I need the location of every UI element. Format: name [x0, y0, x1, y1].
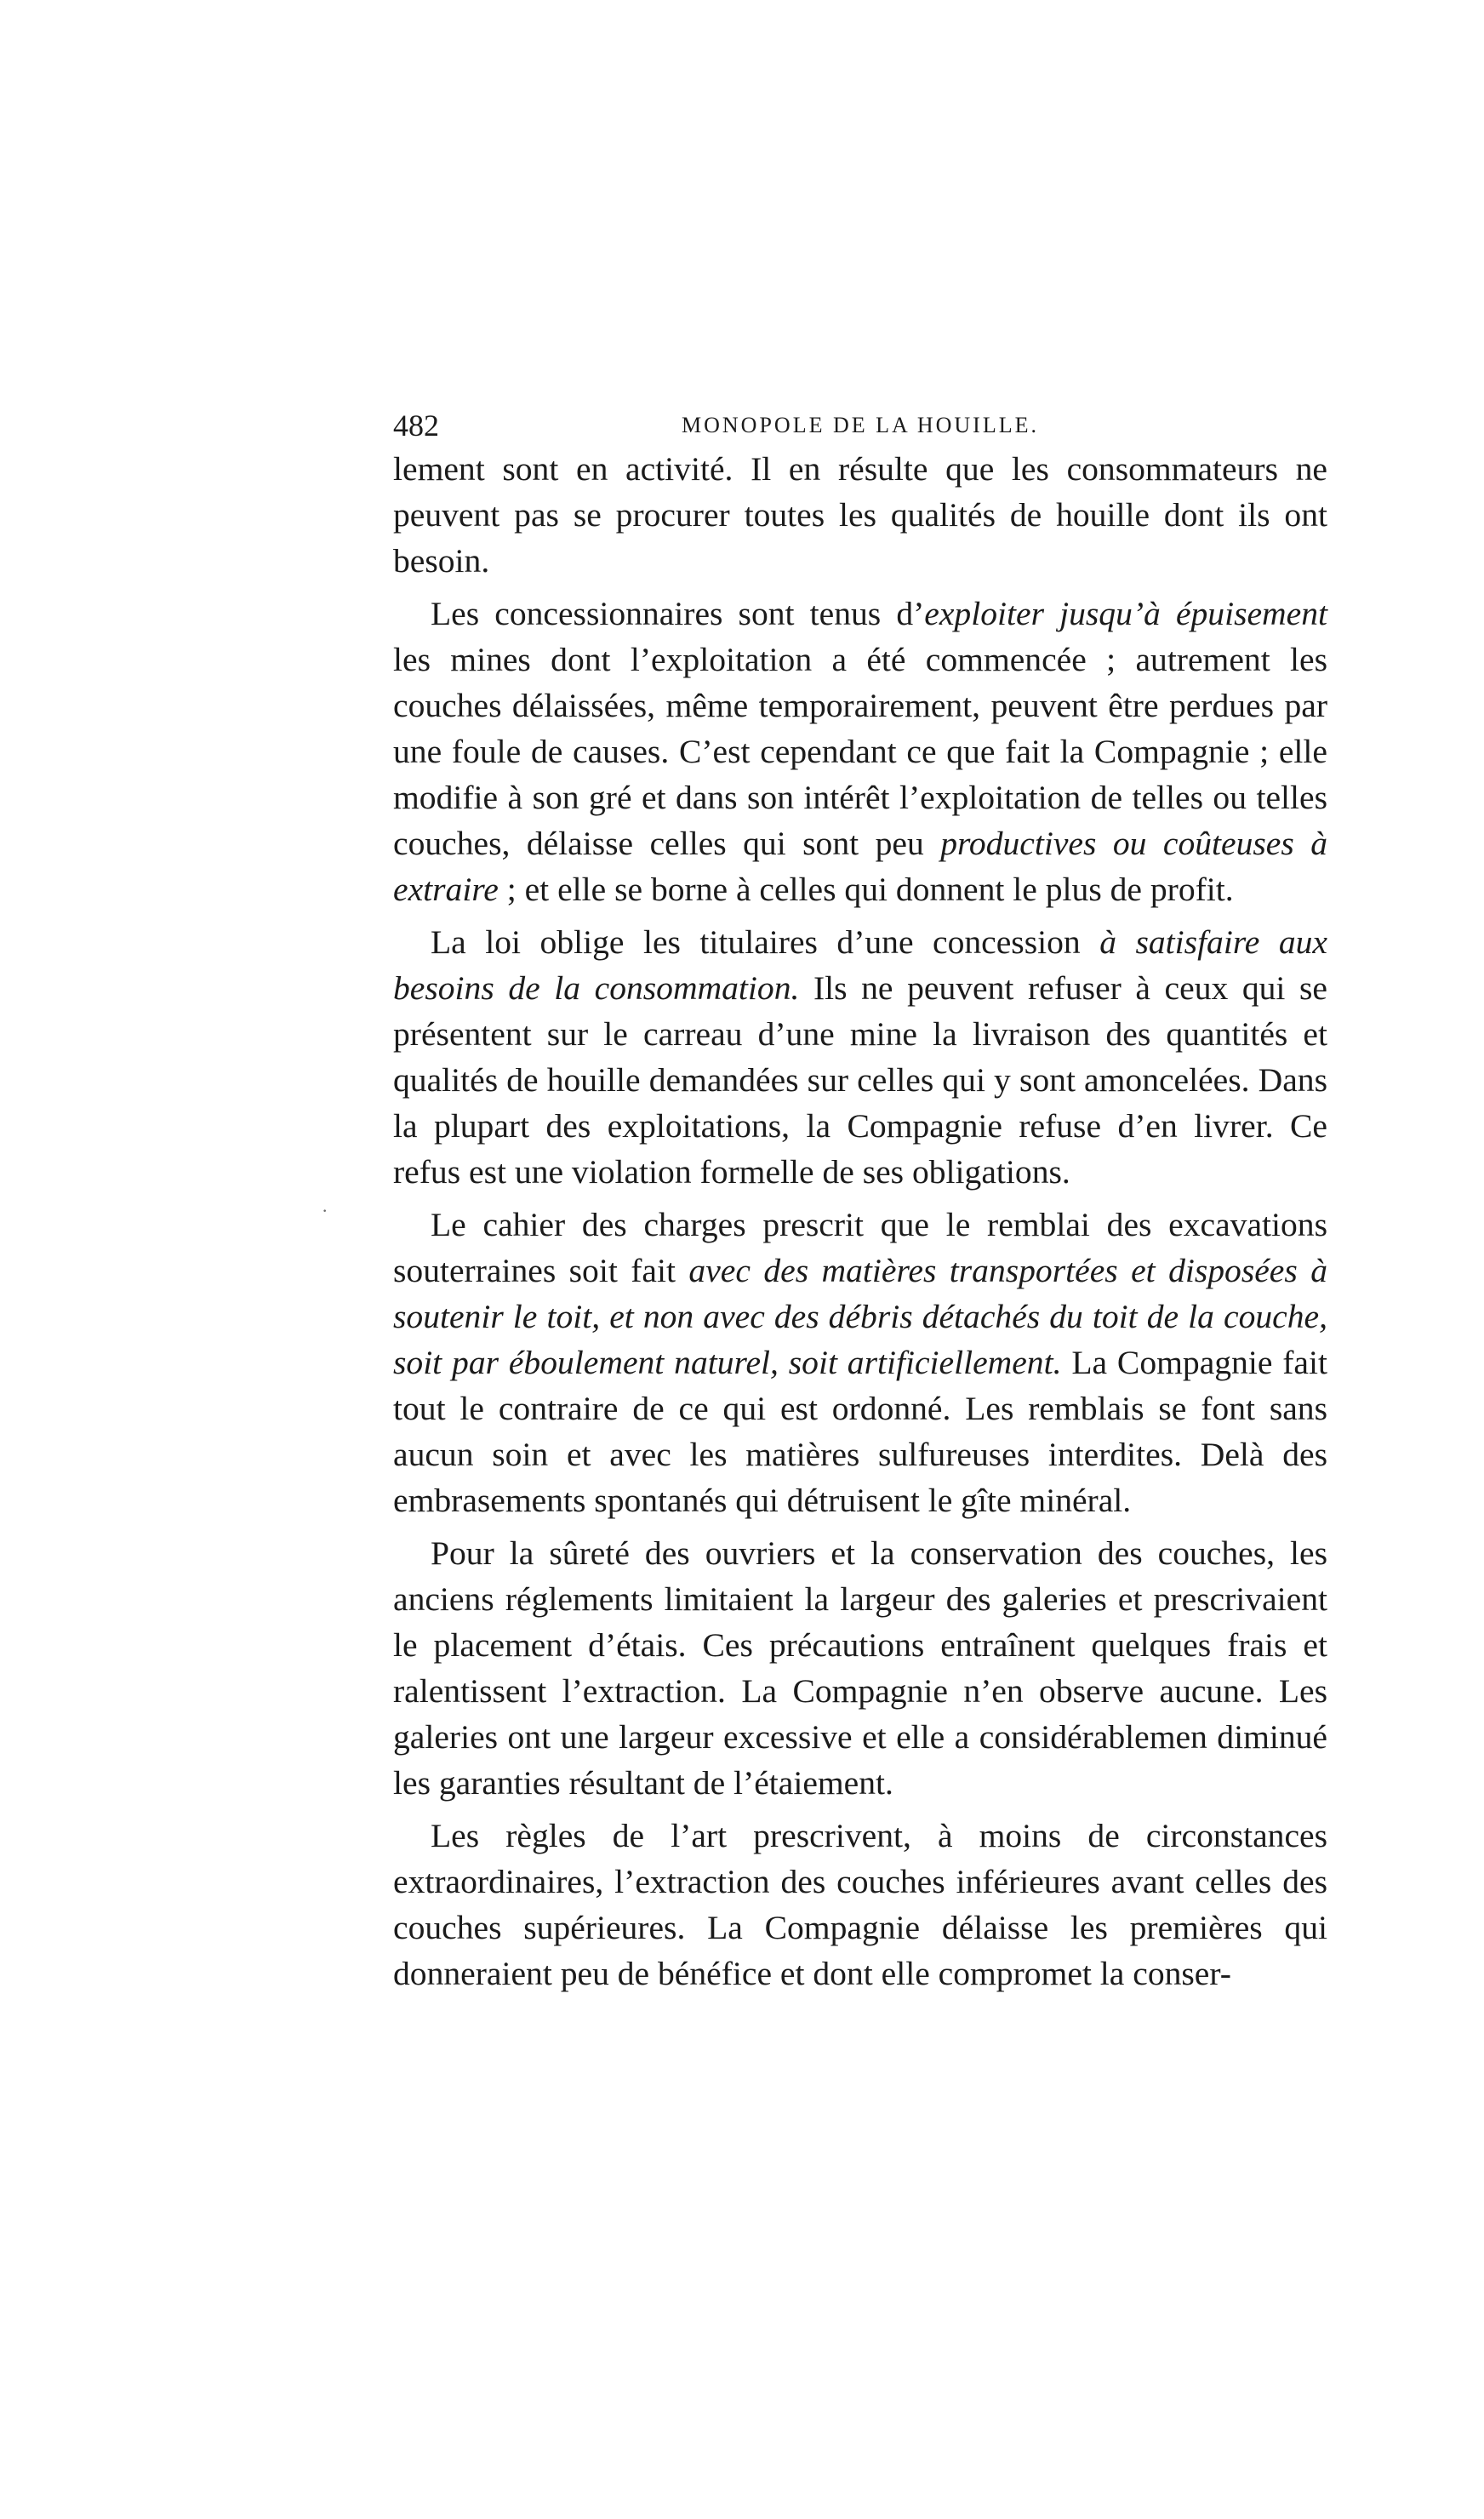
paragraph-4-text-a: Le cahier des charges prescrit que le remblai des excavations souterraines soit fait: [393, 1206, 1327, 1289]
paragraph-5-text: Pour la sûreté des ouvriers et la conservation des couches, les anciens réglements limitaient la largeur des galeries et prescrivaient le placement d’étais. Ces précautions entraînent quelques frais et ralentissent l’extraction. La Compagnie n’en observe aucune. Les galeries ont une largeur excessive et elle a considérablemen diminué les garanties résultant de l’étaiement.: [393, 1534, 1327, 1802]
page-number: 482: [393, 408, 439, 443]
body-text: [393, 446, 1327, 2003]
paragraph-3-text-c: Ils ne peuvent refuser à ceux qui se présentent sur le carreau d’une mine la livraison des quantités et qualités de houille demandées sur celles qui y sont amoncelées. Dans la plupart des exploitations, la Compagnie refuse d’en livrer. Ce refus est une violation formelle de ses obligations.: [393, 969, 1327, 1191]
paragraph-1-text: lement sont en activité. Il en résulte que les consommateurs ne peuvent pas se procurer toutes les qualités de houille dont ils ont besoin.: [393, 450, 1327, 580]
paragraph-3-text-a: La loi oblige les titulaires d’une concession: [431, 923, 1100, 961]
page-header: [393, 400, 1327, 451]
paragraph-4-italic: avec des matières transportées et disposées à soutenir le toit, et non avec des débris détachés du toit de la couche, soit par éboulement naturel, soit artificiellement.: [393, 1252, 1327, 1381]
paragraph-2-text-c: les mines dont l’exploitation a été commencée ; autrement les couches délaissées, même temporairement, peuvent être perdues par une foule de causes. C’est cependant ce que fait la Compagnie ; elle modifie à son gré et dans son intérêt l’exploitation de telles ou telles couches, délaisse celles qui sont peu: [393, 641, 1327, 862]
paragraph-2: [393, 591, 1327, 912]
paragraph-3: [393, 919, 1327, 1195]
paragraph-2-text-a: Les concessionnaires sont tenus d’: [431, 595, 925, 632]
margin-speck: ·: [322, 1200, 328, 1221]
paragraph-2-italic-2: productives ou coûteuses à extraire: [393, 825, 1327, 908]
running-title: MONOPOLE DE LA HOUILLE.: [682, 413, 1039, 437]
paragraph-3-italic: à satisfaire aux besoins de la consommation.: [393, 923, 1327, 1007]
paragraph-2-italic-1: exploiter jusqu’à épuisement: [924, 595, 1327, 632]
paragraph-1: [393, 446, 1327, 584]
paragraph-5: [393, 1530, 1327, 1806]
paragraph-6: [393, 1813, 1327, 1996]
paragraph-4: [393, 1202, 1327, 1523]
paragraph-6-text: Les règles de l’art prescrivent, à moins de circonstances extraordinaires, l’extraction des couches inférieures avant celles des couches supérieures. La Compagnie délaisse les premières qui donneraient peu de bénéfice et dont elle compromet la conser-: [393, 1817, 1327, 1992]
paragraph-2-text-e: ; et elle se borne à celles qui donnent le plus de profit.: [498, 871, 1234, 908]
paragraph-4-text-c: La Compagnie fait tout le contraire de ce qui est ordonné. Les remblais se font sans aucun soin et avec les matières sulfureuses interdites. Delà des embrasements spontanés qui détruisent le gîte minéral.: [393, 1344, 1327, 1519]
